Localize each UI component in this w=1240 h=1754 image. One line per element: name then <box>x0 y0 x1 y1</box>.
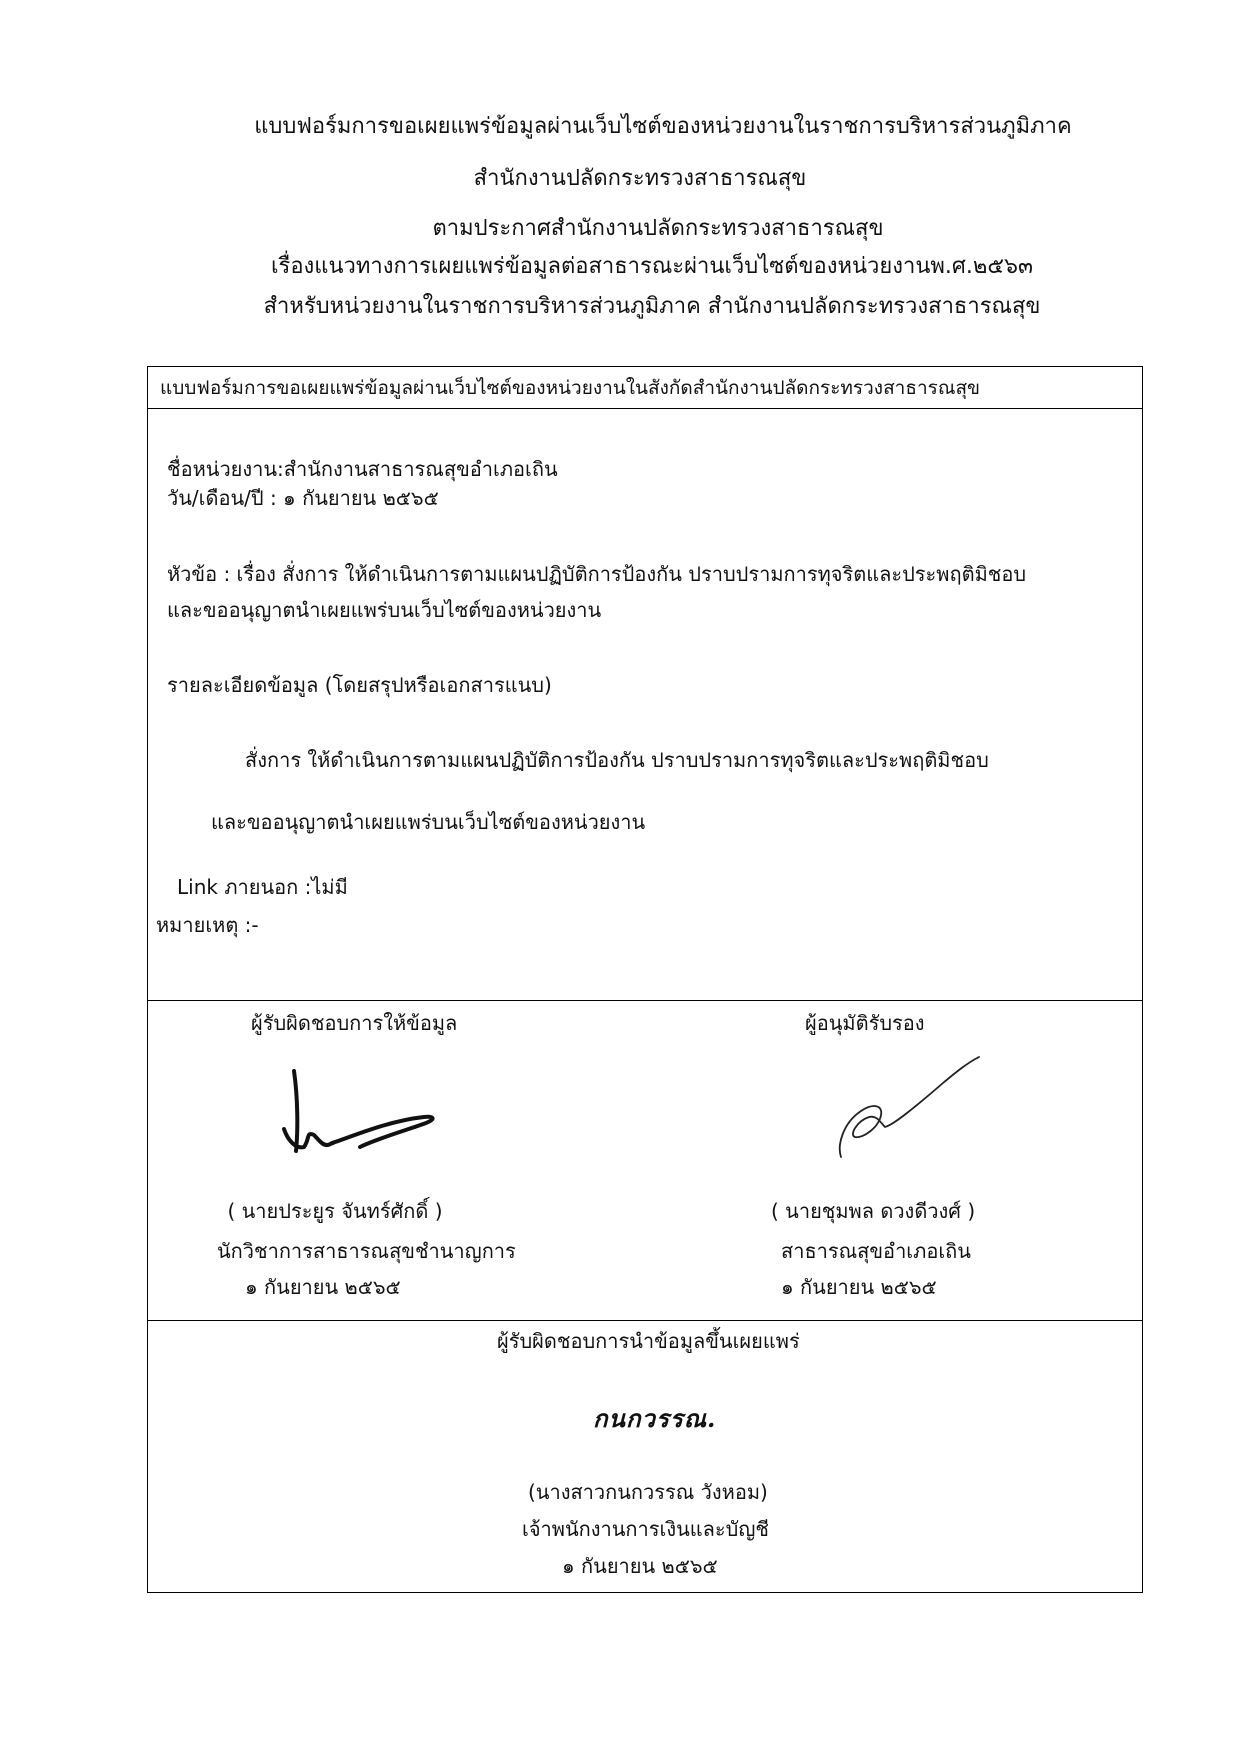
publisher-name: (นางสาวกนกวรรณ วังหอม) <box>528 1480 768 1504</box>
approver-position: สาธารณสุขอำเภอเถิน <box>781 1239 971 1263</box>
publisher-signature: กนกวรรณ. <box>593 1404 717 1433</box>
header-line-1: แบบฟอร์มการขอเผยแพร่ข้อมูลผ่านเว็บไซต์ของหน่วยงานในราชการบริหารส่วนภูมิภาค <box>254 114 1072 139</box>
signature-section <box>148 1001 1142 1321</box>
header-line-2: สำนักงานปลัดกระทรวงสาธารณสุข <box>473 166 807 191</box>
approver-date: ๑ กันยายน ๒๕๖๕ <box>781 1275 937 1299</box>
header-line-3: ตามประกาศสำนักงานปลัดกระทรวงสาธารณสุข <box>432 216 884 241</box>
header-line-5: สำหรับหน่วยงานในราชการบริหารส่วนภูมิภาค สำนักงานปลัดกระทรวงสาธารณสุข <box>263 294 1041 319</box>
approver-role: ผู้อนุมัติรับรอง <box>805 1011 925 1035</box>
provider-date: ๑ กันยายน ๒๕๖๕ <box>245 1275 401 1299</box>
agency-name: ชื่อหน่วยงาน:สำนักงานสาธารณสุขอำเภอเถิน <box>167 457 558 481</box>
form-title: แบบฟอร์มการขอเผยแพร่ข้อมูลผ่านเว็บไซต์ของหน่วยงานในสังกัดสำนักงานปลัดกระทรวงสาธารณสุข <box>148 367 1142 409</box>
provider-signature <box>276 1069 456 1159</box>
provider-role: ผู้รับผิดชอบการให้ข้อมูล <box>251 1011 458 1035</box>
approver-name: ( นายชุมพล ดวงดีวงศ์ ) <box>771 1199 976 1223</box>
form-date: วัน/เดือน/ปี : ๑ กันยายน ๒๕๖๕ <box>167 486 439 510</box>
approver-signature <box>833 1053 983 1163</box>
external-link: Link ภายนอก :ไม่มี <box>177 875 348 899</box>
provider-block <box>168 1197 502 1225</box>
publish-request-form <box>147 366 1143 1593</box>
publisher-section <box>148 1321 1142 1592</box>
form-body-section <box>148 409 1142 1001</box>
publisher-date: ๑ กันยายน ๒๕๖๕ <box>562 1554 718 1578</box>
details-line-2: และขออนุญาตนำเผยแพร่บนเว็บไซต์ของหน่วยงาน <box>211 810 646 834</box>
publisher-position: เจ้าพนักงานการเงินและบัญชี <box>522 1517 769 1541</box>
remark: หมายเหตุ :- <box>156 913 259 937</box>
publisher-role: ผู้รับผิดชอบการนำข้อมูลขึ้นเผยแพร่ <box>497 1329 800 1353</box>
subject-line-2: และขออนุญาตนำเผยแพร่บนเว็บไซต์ของหน่วยงาน <box>167 598 602 622</box>
details-label: รายละเอียดข้อมูล (โดยสรุปหรือเอกสารแนบ) <box>167 673 552 697</box>
provider-name: ( นายประยูร จันทร์ศักดิ์ ) <box>227 1199 443 1223</box>
provider-position: นักวิชาการสาธารณสุขชำนาญการ <box>217 1239 516 1263</box>
details-line-1: สั่งการ ให้ดำเนินการตามแผนปฏิบัติการป้องกัน ปราบปรามการทุจริตและประพฤติมิชอบ <box>245 748 989 772</box>
header-line-4: เรื่องแนวทางการเผยแพร่ข้อมูลต่อสาธารณะผ่านเว็บไซต์ของหน่วยงานพ.ศ.๒๕๖๓ <box>270 254 1034 279</box>
subject-line-1: หัวข้อ : เรื่อง สั่งการ ให้ดำเนินการตามแผนปฏิบัติการป้องกัน ปราบปรามการทุจริตและประพฤติมิชอบ <box>167 562 1027 586</box>
